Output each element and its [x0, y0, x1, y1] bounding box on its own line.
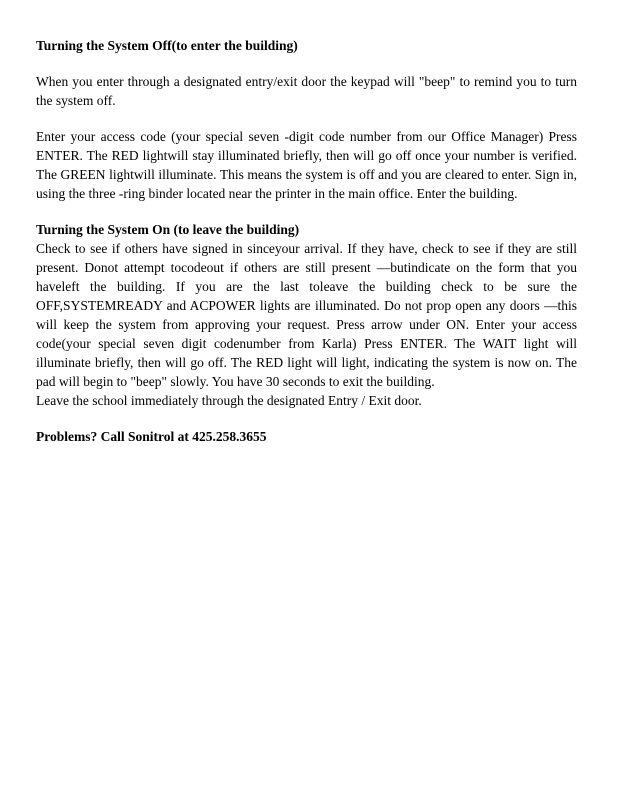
section-off-paragraph-2: Enter your access code (your special seven -digit code number from our Office Manager) Press ENTER. The RED lightwill stay illuminated briefly, then will go off once your number is verified. The GREEN lightwill illuminate. This means the system is off and you are cleared to enter. Sign in, using the three -ring binder located near the printer in the main office. Enter the building.	[36, 129, 577, 201]
section-off-heading: Turning the System Off(to enter the building)	[36, 38, 298, 53]
section-on-heading: Turning the System On (to leave the building)	[36, 222, 300, 237]
problems-contact: Problems? Call Sonitrol at 425.258.3655	[36, 429, 267, 444]
document-page	[36, 36, 577, 446]
section-on-paragraph-2: Leave the school immediately through the designated Entry / Exit door.	[36, 393, 422, 408]
section-on-paragraph-1: Check to see if others have signed in sinceyour arrival. If they have, check to see if they are still present. Donot attempt tocodeout if others are still present —butindicate on the form that you haveleft the building. If you are the last toleave the building check to be sure the OFF,SYSTEMREADY and ACPOWER lights are illuminated. Do not prop open any doors —this will keep the system from approving your request. Press arrow under ON. Enter your access code(your special seven digit codenumber from Karla) Press ENTER. The WAIT light will illuminate briefly, then will go off. The RED light will light, indicating the system is now on. The pad will begin to "beep" slowly. You have 30 seconds to exit the building.	[36, 241, 577, 389]
section-off-paragraph-1: When you enter through a designated entry/exit door the keypad will "beep" to remind you to turn the system off.	[36, 74, 577, 108]
